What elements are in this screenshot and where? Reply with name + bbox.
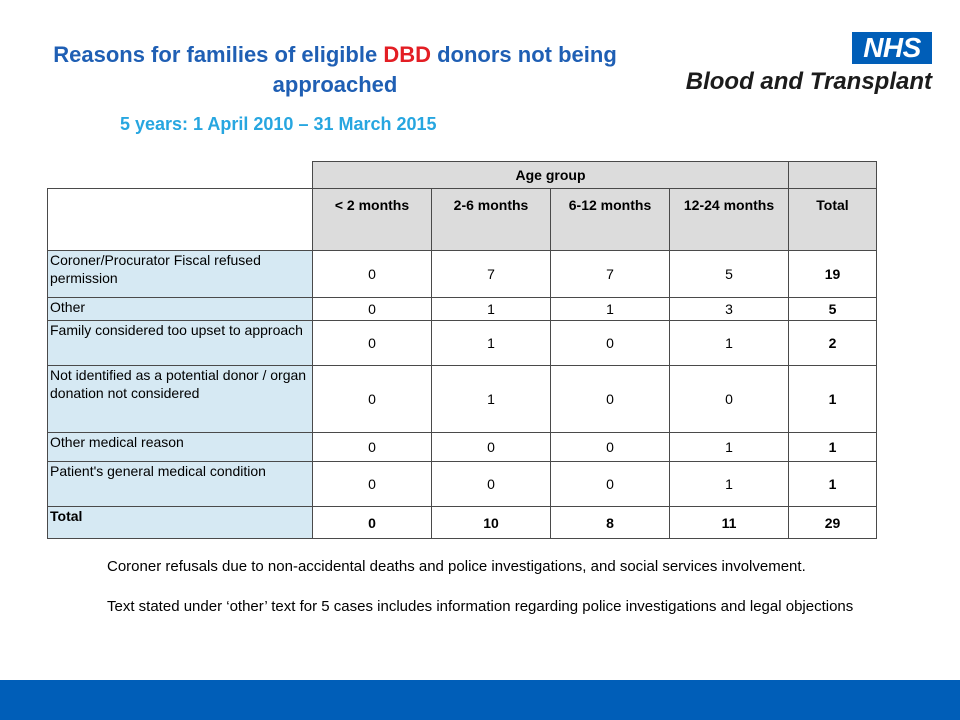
nhs-badge: NHS <box>852 32 932 64</box>
table-cell: 0 <box>313 321 432 366</box>
title-text-end: donors not being approached <box>272 42 617 97</box>
row-label: Not identified as a potential donor / organ donation not considered <box>48 366 313 433</box>
row-label: Family considered too upset to approach <box>48 321 313 366</box>
table-row <box>48 433 877 462</box>
table-group-header-row <box>48 162 877 189</box>
table-cell: 1 <box>432 298 551 321</box>
table-cell: 0 <box>551 321 670 366</box>
title-text-start: Reasons for families of eligible <box>53 42 384 67</box>
table-cell: 1 <box>432 366 551 433</box>
table-cell: 0 <box>313 251 432 298</box>
logo-wordmark: Blood and Transplant <box>685 68 932 95</box>
row-total-cell: 1 <box>789 366 877 433</box>
table-cell: 1 <box>551 298 670 321</box>
table-cell: 11 <box>670 507 789 539</box>
table-cell: 7 <box>432 251 551 298</box>
table-cell: 1 <box>670 433 789 462</box>
age-group-header: Age group <box>313 162 789 189</box>
row-label: Coroner/Procurator Fiscal refused permission <box>48 251 313 298</box>
grand-total-cell: 29 <box>789 507 877 539</box>
footer-bar <box>0 680 960 720</box>
row-label: Other <box>48 298 313 321</box>
table-corner-cell <box>48 162 313 189</box>
table-cell: 8 <box>551 507 670 539</box>
table-cell: 3 <box>670 298 789 321</box>
table-cell: 0 <box>670 366 789 433</box>
table-cell: 0 <box>313 366 432 433</box>
row-total-cell: 19 <box>789 251 877 298</box>
table-column-header-row <box>48 189 877 251</box>
table-cell: 0 <box>551 433 670 462</box>
nhsbt-logo <box>660 32 932 98</box>
table-row <box>48 321 877 366</box>
table-cell: 0 <box>432 462 551 507</box>
table-cell: 1 <box>670 321 789 366</box>
table-cell: 0 <box>313 433 432 462</box>
row-total-cell: 5 <box>789 298 877 321</box>
total-row-label: Total <box>48 507 313 539</box>
row-label: Patient's general medical condition <box>48 462 313 507</box>
table-cell: 5 <box>670 251 789 298</box>
footnote-coroner: Coroner refusals due to non-accidental deaths and police investigations, and social services involvement. <box>107 558 806 575</box>
column-header: 6-12 months <box>551 189 670 251</box>
table-corner-cell-2 <box>48 189 313 251</box>
row-total-cell: 2 <box>789 321 877 366</box>
table-cell: 0 <box>551 366 670 433</box>
table-cell: 1 <box>670 462 789 507</box>
column-header-total: Total <box>789 189 877 251</box>
column-header: < 2 months <box>313 189 432 251</box>
table-cell: 0 <box>313 298 432 321</box>
table-cell: 0 <box>313 462 432 507</box>
column-header: 12-24 months <box>670 189 789 251</box>
row-total-cell: 1 <box>789 462 877 507</box>
slide-subtitle: 5 years: 1 April 2010 – 31 March 2015 <box>120 114 437 134</box>
table-cell: 0 <box>432 433 551 462</box>
table-cell: 1 <box>432 321 551 366</box>
table-cell: 0 <box>551 462 670 507</box>
table-row <box>48 251 877 298</box>
table-row <box>48 366 877 433</box>
reasons-table <box>47 161 877 539</box>
table-cell: 10 <box>432 507 551 539</box>
table-row <box>48 462 877 507</box>
table-cell: 7 <box>551 251 670 298</box>
table-total-row <box>48 507 877 539</box>
row-label: Other medical reason <box>48 433 313 462</box>
footnotes <box>107 556 867 636</box>
slide-title <box>20 40 650 100</box>
row-total-cell: 1 <box>789 433 877 462</box>
title-accent-dbd: DBD <box>383 42 431 67</box>
table-cell: 0 <box>313 507 432 539</box>
footnote-other: Text stated under ‘other’ text for 5 cases includes information regarding police investigations and legal objections <box>107 598 854 615</box>
column-header: 2-6 months <box>432 189 551 251</box>
total-group-header-blank <box>789 162 877 189</box>
table-row <box>48 298 877 321</box>
